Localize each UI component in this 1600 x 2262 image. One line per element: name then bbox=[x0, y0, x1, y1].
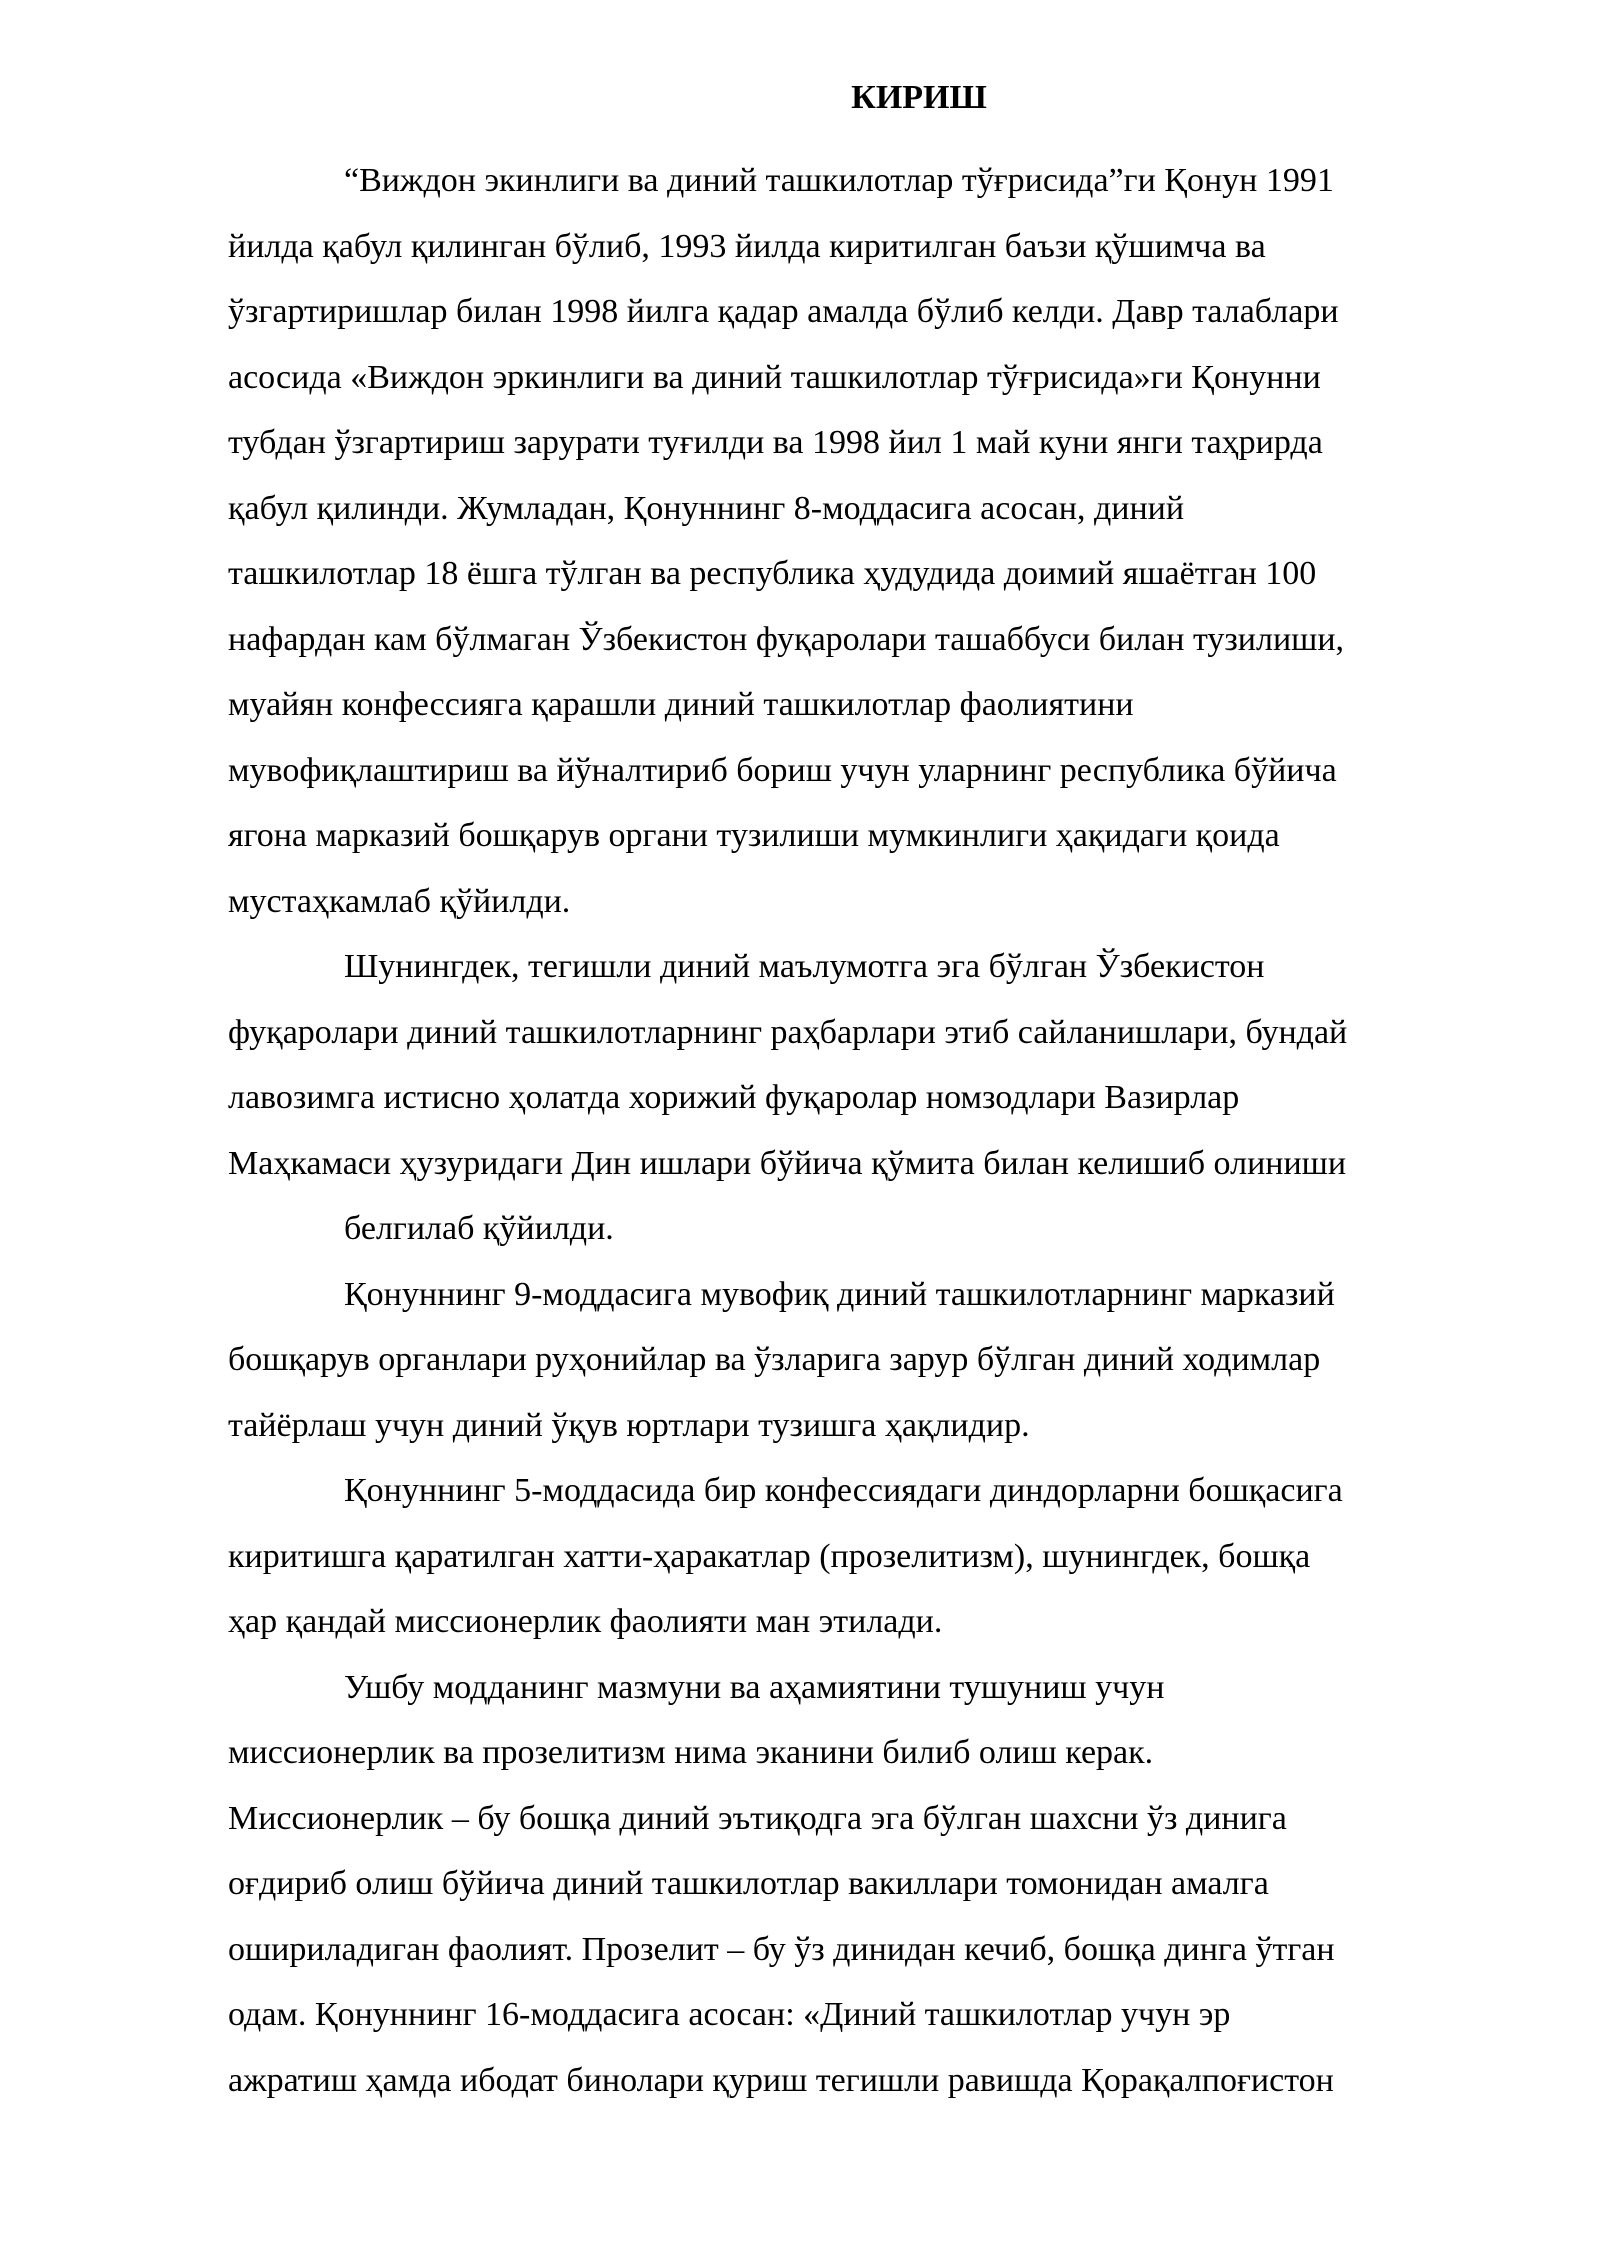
text-line: ўзгартиришлар билан 1998 йилга қадар амалда бўлиб келди. Давр талаблари bbox=[228, 293, 1339, 330]
text-line: белгилаб қўйилди. bbox=[344, 1210, 614, 1247]
text-line: мувофиқлаштириш ва йўналтириб бориш учун уларнинг республика бўйича bbox=[228, 752, 1337, 789]
text-line: лавозимга истисно ҳолатда хорижий фуқаролар номзодлари Вазирлар bbox=[228, 1079, 1240, 1116]
text-line: бошқарув органлари руҳонийлар ва ўзларига зарур бўлган диний ходимлар bbox=[228, 1341, 1321, 1378]
text-line: Ушбу модданинг мазмуни ва аҳамиятини тушуниш учун bbox=[344, 1669, 1165, 1706]
text-line: қабул қилинди. Жумладан, Қонуннинг 8-моддасига асосан, диний bbox=[228, 490, 1185, 527]
text-line: “Виждон экинлиги ва диний ташкилотлар тўғрисида”ги Қонун 1991 bbox=[344, 162, 1334, 199]
text-line: одам. Қонуннинг 16-моддасига асосан: «Диний ташкилотлар учун эр bbox=[228, 1996, 1231, 2033]
text-line: оғдириб олиш бўйича диний ташкилотлар вакиллари томонидан амалга bbox=[228, 1865, 1269, 1902]
text-line: муайян конфессияга қарашли диний ташкилотлар фаолиятини bbox=[228, 686, 1134, 723]
text-line: тубдан ўзгартириш зарурати туғилди ва 1998 йил 1 май куни янги таҳрирда bbox=[228, 424, 1323, 461]
text-line: Қонуннинг 5-моддасида бир конфессиядаги диндорларни бошқасига bbox=[344, 1472, 1343, 1509]
page-heading: КИРИШ bbox=[851, 79, 987, 116]
text-line: мустаҳкамлаб қўйилди. bbox=[228, 883, 571, 920]
text-line: ошириладиган фаолият. Прозелит – бу ўз динидан кечиб, бошқа динга ўтган bbox=[228, 1931, 1335, 1968]
text-line: ягона марказий бошқарув органи тузилиши мумкинлиги ҳақидаги қоида bbox=[228, 817, 1280, 854]
text-line: ҳар қандай миссионерлик фаолияти ман этилади. bbox=[228, 1603, 943, 1640]
text-line: Шунингдек, тегишли диний маълумотга эга бўлган Ўзбекистон bbox=[344, 948, 1265, 985]
text-line: ташкилотлар 18 ёшга тўлган ва республика ҳудудида доимий яшаётган 100 bbox=[228, 555, 1317, 592]
text-line: нафардан кам бўлмаган Ўзбекистон фуқаролари ташаббуси билан тузилиши, bbox=[228, 621, 1345, 658]
text-line: асосида «Виждон эркинлиги ва диний ташкилотлар тўғрисида»ги Қонунни bbox=[228, 359, 1321, 396]
text-line: миссионерлик ва прозелитизм нима эканини билиб олиш керак. bbox=[228, 1734, 1154, 1771]
text-line: йилда қабул қилинган бўлиб, 1993 йилда киритилган баъзи қўшимча ва bbox=[228, 228, 1266, 265]
text-line: Маҳкамаси ҳузуридаги Дин ишлари бўйича қўмита билан келишиб олиниши bbox=[228, 1145, 1347, 1182]
text-line: ажратиш ҳамда ибодат бинолари қуриш тегишли равишда Қорақалпоғистон bbox=[228, 2062, 1334, 2099]
text-line: фуқаролари диний ташкилотларнинг раҳбарлари этиб сайланишлари, бундай bbox=[228, 1014, 1348, 1051]
text-line: киритишга қаратилган хатти-ҳаракатлар (прозелитизм), шунингдек, бошқа bbox=[228, 1538, 1311, 1575]
text-line: тайёрлаш учун диний ўқув юртлари тузишга ҳақлидир. bbox=[228, 1407, 1030, 1444]
text-line: Қонуннинг 9-моддасига мувофиқ диний ташкилотларнинг марказий bbox=[344, 1276, 1335, 1313]
text-line: Миссионерлик – бу бошқа диний эътиқодга эга бўлган шахсни ўз динига bbox=[228, 1800, 1287, 1837]
